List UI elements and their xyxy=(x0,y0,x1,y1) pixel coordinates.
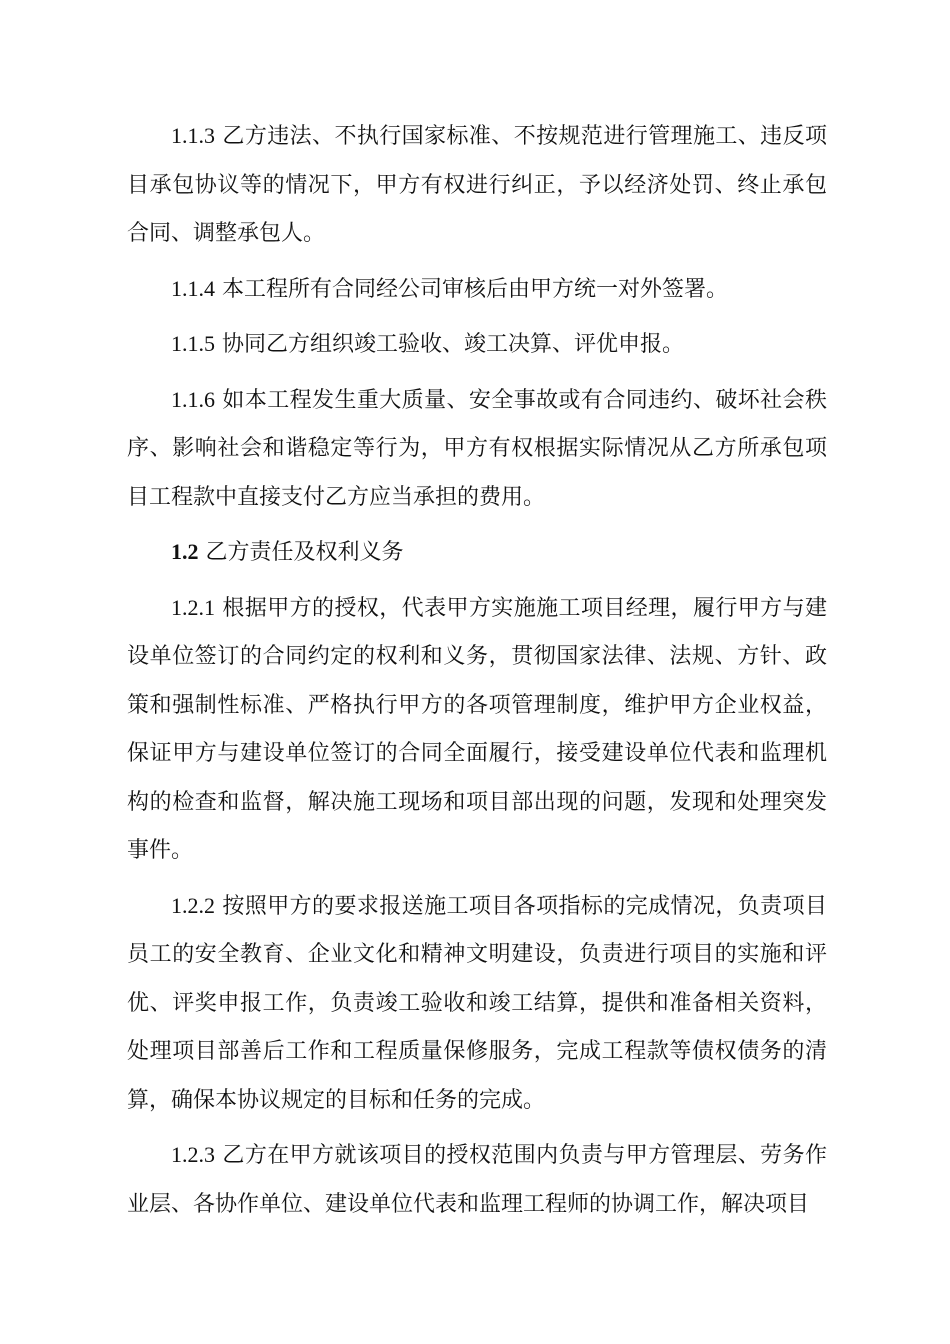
clause-number: 1.2.3 xyxy=(171,1142,215,1167)
clause-1-1-5 xyxy=(127,320,827,370)
clause-text: 协同乙方组织竣工验收、竣工决算、评优申报。 xyxy=(222,332,685,357)
clause-text: 如本工程发生重大质量、安全事故或有合同违约、破坏社会秩序、影响社会和谐稳定等行为，甲方有权根据实际情况从乙方所承包项目工程款中直接支付乙方应当承担的费用。 xyxy=(127,387,827,510)
clause-text: 本工程所有合同经公司审核后由甲方统一对外签署。 xyxy=(222,276,729,302)
clause-number: 1.1.5 xyxy=(171,331,215,356)
document-body xyxy=(127,112,827,1235)
clause-text: 乙方在甲方就该项目的授权范围内负责与甲方管理层、劳务作业层、各协作单位、建设单位代表和监理工程师的协调工作，解决项目 xyxy=(127,1143,827,1217)
clause-1-1-3 xyxy=(127,112,827,259)
section-heading-1-2 xyxy=(127,528,827,578)
clause-1-2-1 xyxy=(127,584,827,876)
section-number: 1.2 xyxy=(171,539,199,564)
clause-number: 1.2.1 xyxy=(171,594,215,620)
clause-number: 1.1.3 xyxy=(171,123,215,148)
clause-1-2-2 xyxy=(127,882,827,1126)
clause-number: 1.2.2 xyxy=(171,892,215,918)
clause-1-1-6 xyxy=(127,376,827,523)
clause-text: 乙方违法、不执行国家标准、不按规范进行管理施工、违反项目承包协议等的情况下，甲方有权进行纠正，予以经济处罚、终止承包合同、调整承包人。 xyxy=(127,124,827,246)
clause-text: 按照甲方的要求报送施工项目各项指标的完成情况，负责项目员工的安全教育、企业文化和精神文明建设，负责进行项目的实施和评优、评奖申报工作，负责竣工验收和竣工结算，提供和准备相关资料，处理项目部善后工作和工程质量保修服务，完成工程款等债权债务的清算，确保本协议规定的目标和任务的完成。 xyxy=(127,893,827,1113)
clause-1-1-4 xyxy=(127,265,827,315)
clause-1-2-3 xyxy=(127,1131,827,1229)
clause-text: 根据甲方的授权，代表甲方实施施工项目经理，履行甲方与建设单位签订的合同约定的权利和义务，贯彻国家法律、法规、方针、政策和强制性标准、严格执行甲方的各项管理制度，维护甲方企业权益，保证甲方与建设单位签订的合同全面履行，接受建设单位代表和监理机构的检查和监督，解决施工现场和项目部出现的问题，发现和处理突发事件。 xyxy=(127,595,827,863)
clause-number: 1.1.6 xyxy=(171,386,215,412)
clause-number: 1.1.4 xyxy=(171,275,215,301)
section-title: 乙方责任及权利义务 xyxy=(205,540,404,565)
